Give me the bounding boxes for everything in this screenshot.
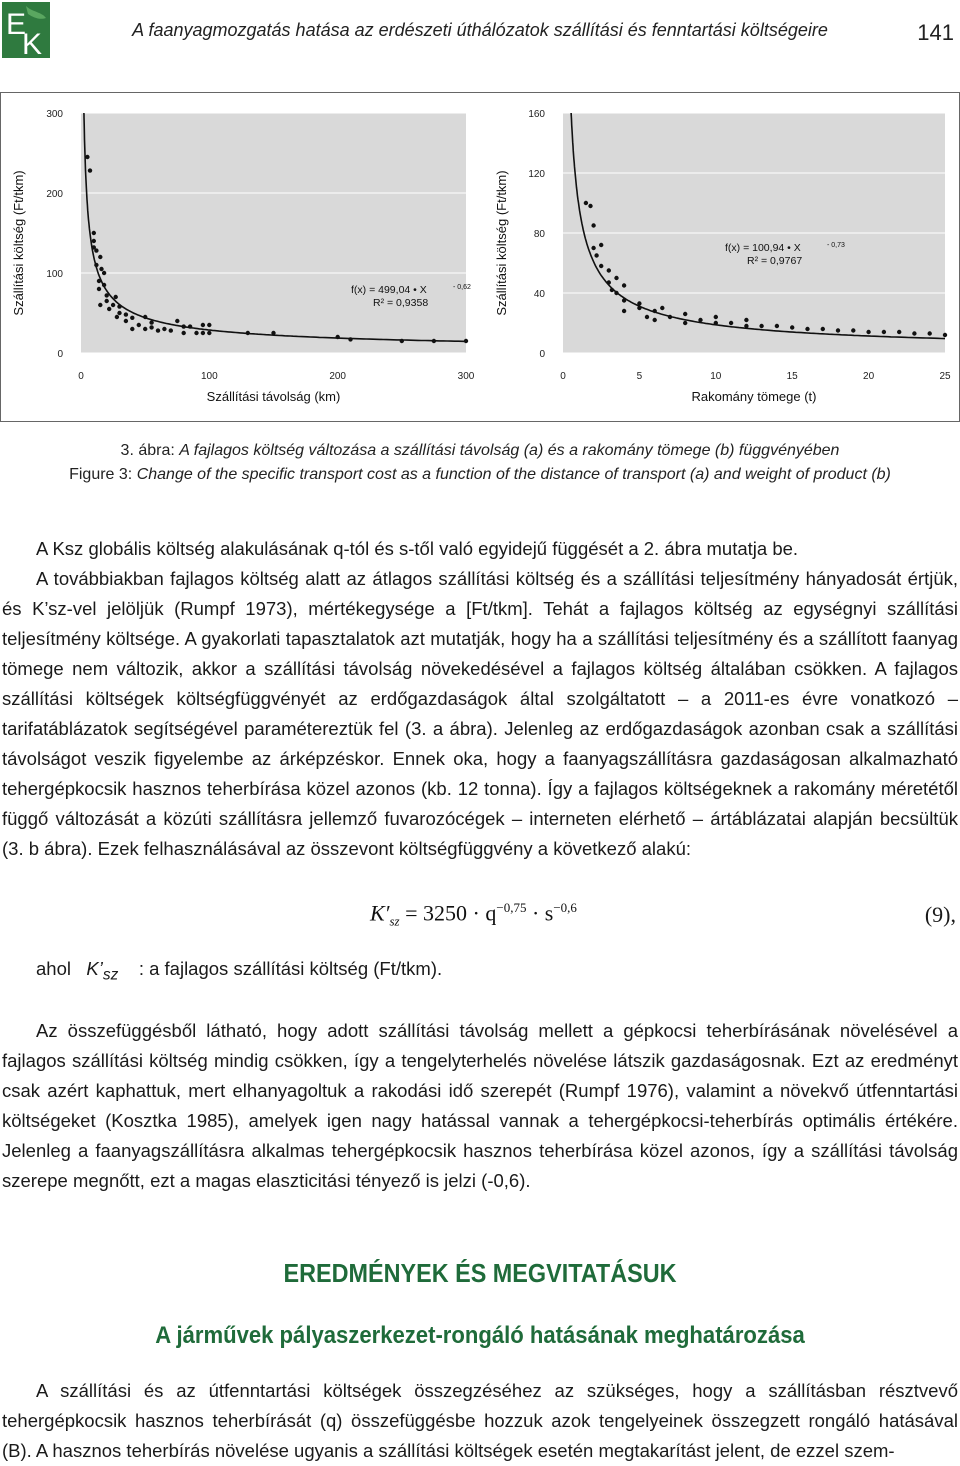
data-point [97,279,101,283]
data-point [182,324,186,328]
data-point [94,248,98,252]
data-point [194,331,198,335]
data-point [584,201,588,205]
data-point [897,330,901,334]
data-point [124,319,128,323]
chart-a [11,109,475,404]
data-point [610,288,614,292]
data-point [182,331,186,335]
data-point [928,331,932,335]
data-point [130,316,134,320]
formula-rhs: = 3250 · q [405,900,497,926]
fit-equation: f(x) = 100,94 • X [725,242,801,254]
definition-text: : a fajlagos szállítási költség (Ft/tkm). [138,958,443,979]
data-point [143,315,147,319]
data-point [882,330,886,334]
x-tick-label: 15 [786,371,798,382]
data-point [599,264,603,268]
y-axis-label: Szállítási költség (Ft/tkm) [494,170,509,316]
figure-3 [0,92,960,422]
definition-symbol: K’ [86,958,103,979]
data-point [866,330,870,334]
data-point [102,283,106,287]
data-point [88,168,92,172]
data-point [98,303,102,307]
data-point [124,312,128,316]
y-tick-label: 0 [539,349,545,360]
data-point [851,328,855,332]
svg-text:K: K [22,28,43,58]
x-axis-label: Rakomány tömege (t) [691,389,817,404]
data-point [98,255,102,259]
data-point [137,323,141,327]
data-point [943,333,947,337]
formula-s-exponent: −0,6 [553,900,577,915]
data-point [653,309,657,313]
data-point [614,276,618,280]
paragraph-3: Az összefüggésből látható, hogy adott szállítási távolság mellett a gépkocsi teherbírásának növelésével a fajlagos szállítási költség mindig csökken, így a tengelyterhelés növelése látszik gazdaságosnak. Ezt az eredményt csak azért kaphattuk, mert elhanyagoltuk a rakodási idő szerepét (Rumpf 1976), valamint a növekvő útfenntartási költségeket (Kosztka 1985), amelyek igen nagy hatással vannak a tehergépkocsi-teherbírás optimális értékére. Jelenleg a faanyagszállításra alkalmas tehergépkocsik hasznos teherbírása közel azonos, így a szállítási távolság szerepe megnőtt, ezt a magas elaszticitási tényező is jelzi (-0,6). [2,1020,958,1191]
body-block-3 [2,1376,958,1466]
data-point [744,318,748,322]
x-tick-label: 10 [710,371,722,382]
y-tick-label: 0 [57,349,63,360]
data-point [117,304,121,308]
data-point [622,298,626,302]
body-block-2 [2,1016,958,1196]
fit-r-squared: R² = 0,9767 [747,255,803,267]
data-point [836,328,840,332]
body-block-1 [2,534,958,864]
chart-b [494,109,951,404]
subsection-heading: A járművek pályaszerkezet-rongáló hatásának meghatározása [155,1322,805,1349]
data-point [588,204,592,208]
x-tick-label: 100 [200,371,218,382]
formula-lhs-sub: sz [389,913,400,929]
data-point [114,295,118,299]
figure-charts [1,93,959,421]
y-tick-label: 200 [46,189,63,200]
data-point [759,324,763,328]
data-point [97,287,101,291]
y-tick-label: 40 [533,289,545,300]
paragraph-2: A továbbiakban fajlagos költség alatt az átlagos szállítási költség és a szállítási teljesítmény hányadosát értjük, és K’sz-vel jelöljük (Rumpf 1973), mértékegysége a [Ft/tkm]. Tehát a fajlagos költség az egységnyi szállítási teljesítmény költsége. A gyakorlati tapasztalatok azt mutatják, hogy ha a szállítási teljesítmény és a szállított faanyag tömege nem változik, akkor a szállítási távolság növekedésével a fajlagos költség általában csökken. A fajlagos szállítási költségek költségfüggvényét az erdőgazdaságok által szolgáltatott – a 2011-es évre vonatkozó – tarifatáblázatok segítségével paramétereztük fel (3. a ábra). Jelenleg az erdőgazdaságok azonban csak a szállítási távolságot veszik figyelembe az árképzéskor. Ennek oka, hogy a faanyagszállításra gazdaságosan alkalmazható tehergépkocsik hasznos teherbírása közel azonos (kb. 12 tonna). Így a fajlagos költségeknek a rakomány méretétől függő változását a közúti szállításra jellemző fuvarozócégek – interneten elérhető – ártáblázatai alapján becsültük (3. b ábra). Ezek felhasználásával az összevont költségfüggvény a következő alakú: [2,568,958,859]
data-point [645,315,649,319]
data-point [464,339,468,343]
data-point [201,323,205,327]
x-tick-label: 20 [863,371,875,382]
data-point [744,324,748,328]
data-point [169,328,173,332]
paragraph-4: A szállítási és az útfenntartási költségek összegzéséhez az szükséges, hogy a szállításban résztvevő tehergépkocsik hasznos teherbírását (q) összefüggésbe hozzuk azok tengelyeinek összegzett rongáló hatásával (B). A hasznos teherbírás növelése ugyanis a szállítási költségek esetén megtakarítást jelent, de ezzel szem- [2,1380,958,1461]
data-point [105,293,109,297]
data-point [149,325,153,329]
y-tick-label: 80 [533,229,545,240]
x-tick-label: 300 [457,371,475,382]
data-point [668,315,672,319]
data-point [400,339,404,343]
y-tick-label: 120 [528,169,545,180]
data-point [594,253,598,257]
formula-s-part: · s [531,900,554,926]
data-point [660,306,664,310]
data-point [607,268,611,272]
data-point [698,318,702,322]
data-point [637,306,641,310]
figure-caption-hu [0,442,960,460]
data-point [94,263,98,267]
data-point [271,331,275,335]
data-point [99,267,103,271]
data-point [143,327,147,331]
data-point [683,321,687,325]
data-point [207,331,211,335]
caption-hu-prefix: 3. ábra: [120,442,180,459]
y-tick-label: 300 [46,109,63,120]
x-tick-label: 0 [78,371,84,382]
data-point [188,324,192,328]
caption-en-prefix: Figure 3: [69,466,137,483]
data-point [775,324,779,328]
data-point [714,321,718,325]
data-point [622,309,626,313]
data-point [156,328,160,332]
data-point [149,320,153,324]
x-tick-label: 200 [329,371,347,382]
data-point [117,311,121,315]
data-point [729,321,733,325]
x-axis-label: Szállítási távolság (km) [206,389,341,404]
page-number: 141 [917,20,954,45]
data-point [115,315,119,319]
plot-area [81,113,466,353]
y-tick-label: 100 [46,269,63,280]
caption-en-text: Change of the specific transport cost as a function of the distance of transport (a) and weight of product (b) [136,466,891,483]
equation-number: (9), [924,902,956,927]
data-point [162,327,166,331]
caption-hu-text: A fajlagos költség változása a szállítási távolság (a) és a rakomány tömege (b) függvényében [179,442,840,459]
section-heading: EREDMÉNYEK ÉS MEGVITATÁSUK [283,1258,677,1288]
data-point [607,280,611,284]
data-point [336,335,340,339]
data-point [201,331,205,335]
data-point [107,307,111,311]
data-point [105,299,109,303]
y-axis-label: Szállítási költség (Ft/tkm) [11,170,26,316]
x-tick-label: 0 [560,371,566,382]
paragraph-1: A Ksz globális költség alakulásának q-tól és s-től való egyidejű függését a 2. ábra mutatja be. [36,538,799,559]
formula-q-exponent: −0,75 [496,900,527,915]
data-point [637,301,641,305]
symbol-definition [36,958,442,985]
data-point [432,339,436,343]
data-point [207,323,211,327]
definition-symbol-sub: sz [102,966,119,984]
x-tick-label: 25 [939,371,951,382]
data-point [92,231,96,235]
data-point [130,327,134,331]
data-point [790,325,794,329]
data-point [622,283,626,287]
data-point [102,271,106,275]
fit-exponent: - 0,62 [453,284,471,291]
fit-exponent: - 0,73 [827,242,845,249]
y-tick-label: 160 [528,109,545,120]
figure-caption-en [0,466,960,484]
running-title: A faanyagmozgatás hatása az erdészeti úthálózatok szállítási és fenntartási költségeire [132,20,828,40]
data-point [683,312,687,316]
data-point [246,331,250,335]
definition-prefix: ahol [36,958,71,979]
fit-r-squared: R² = 0,9358 [373,297,429,309]
data-point [912,331,916,335]
data-point [599,243,603,247]
equation-9 [370,900,577,930]
data-point [85,155,89,159]
data-point [92,239,96,243]
data-point [805,327,809,331]
data-point [591,223,595,227]
data-point [714,315,718,319]
data-point [591,246,595,250]
x-tick-label: 5 [636,371,643,382]
formula-lhs: K′ [370,900,390,926]
fit-equation: f(x) = 499,04 • X [351,284,427,296]
data-point [111,303,115,307]
data-point [175,319,179,323]
data-point [614,291,618,295]
data-point [653,318,657,322]
data-point [821,327,825,331]
data-point [348,337,352,341]
svg-text:E: E [6,8,27,41]
